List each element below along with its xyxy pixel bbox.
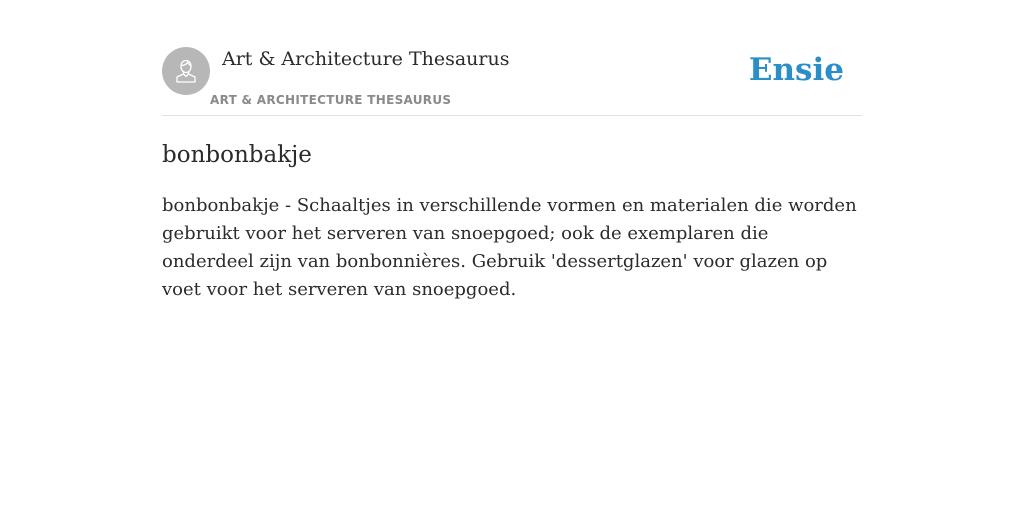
entry-definition: bonbonbakje - Schaaltjes in verschillende vormen en materialen die worden gebruikt voor het serveren van snoepgoed; ook de exemplaren die onderdeel zijn van bonbonnières. Gebruik 'dessertglazen' voor glazen op voet voor het serveren van snoepgoed. <box>162 195 857 300</box>
author-header <box>162 47 862 116</box>
user-icon <box>171 56 201 86</box>
author-name[interactable]: Art & Architecture Thesaurus <box>222 48 510 70</box>
page <box>162 0 862 304</box>
ensie-logo[interactable]: Ensie <box>748 52 844 88</box>
author-subtitle: ART & ARCHITECTURE THESAURUS <box>210 93 452 107</box>
avatar[interactable] <box>162 47 210 95</box>
entry-title: bonbonbakje <box>162 142 312 168</box>
